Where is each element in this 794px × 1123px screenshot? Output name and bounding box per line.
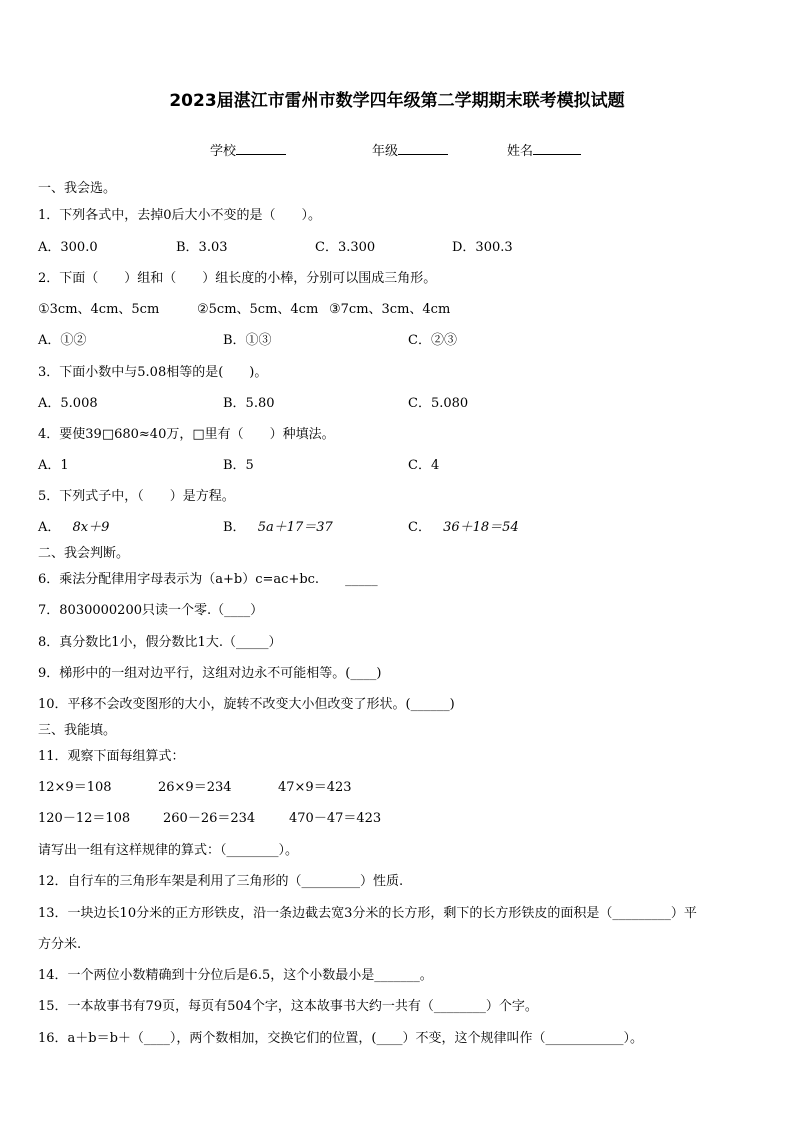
question-8: 8．真分数比1小，假分数比1大.（_____） <box>38 635 282 650</box>
grade-label: 年级 <box>372 144 399 159</box>
section-heading-3: 三、我能填。 <box>38 723 117 738</box>
q11-row2-eq2: 260－26＝234 <box>163 811 256 826</box>
q2-option-c[interactable]: C．②③ <box>408 333 457 348</box>
question-7: 7．8030000200只读一个零.（____） <box>38 603 264 618</box>
q3-option-a[interactable]: A．5.008 <box>38 396 98 411</box>
school-blank[interactable] <box>236 142 286 155</box>
q11-row1-eq3: 47×9＝423 <box>278 780 352 795</box>
q3-option-c[interactable]: C．5.080 <box>408 396 469 411</box>
q2-group-1: ①3cm、4cm、5cm <box>38 302 160 317</box>
q5-option-c[interactable] <box>408 520 519 536</box>
q2-option-a[interactable]: A．①② <box>38 333 87 348</box>
question-6: 6．乘法分配律用字母表示为（a+b）c=ac+bc. _____ <box>38 572 378 587</box>
q4-option-a[interactable]: A．1 <box>38 458 69 473</box>
q5-option-b-expr: 5a＋17＝37 <box>257 520 333 535</box>
question-16: 16．a＋b＝b＋（____），两个数相加，交换它们的位置，(____）不变，这个规律叫作（____________）。 <box>38 1031 644 1046</box>
question-12: 12．自行车的三角形车架是利用了三角形的（_________）性质. <box>38 874 404 889</box>
q4-option-b[interactable]: B．5 <box>223 458 254 473</box>
q1-option-a[interactable]: A．300.0 <box>38 240 98 255</box>
question-4: 4．要使39□680≈40万，□里有（ ）种填法。 <box>38 427 335 442</box>
question-13-cont: 方分米. <box>38 937 82 952</box>
section-heading-2: 二、我会判断。 <box>38 546 130 561</box>
q5-option-b[interactable] <box>223 520 333 536</box>
grade-blank[interactable] <box>398 142 448 155</box>
q11-row1-eq2: 26×9＝234 <box>158 780 232 795</box>
q1-option-b[interactable]: B．3.03 <box>176 240 228 255</box>
q1-option-d[interactable]: D．300.3 <box>452 240 513 255</box>
question-3: 3．下面小数中与5.08相等的是( )。 <box>38 365 268 380</box>
name-field <box>507 140 581 159</box>
question-10: 10．平移不会改变图形的大小，旋转不改变大小但改变了形状。(______) <box>38 697 455 712</box>
q5-option-b-label: B． <box>223 520 246 535</box>
section-heading-1: 一、我会选。 <box>38 181 117 196</box>
q2-group-3: ③7cm、3cm、4cm <box>329 302 451 317</box>
q5-option-c-label: C． <box>408 520 431 535</box>
q5-option-a[interactable] <box>38 520 109 536</box>
q2-option-b[interactable]: B．①③ <box>223 333 272 348</box>
question-11: 11．观察下面每组算式： <box>38 749 185 764</box>
q4-option-c[interactable]: C．4 <box>408 458 440 473</box>
q3-option-b[interactable]: B．5.80 <box>223 396 275 411</box>
q5-option-a-expr: 8x＋9 <box>72 520 110 535</box>
question-15: 15．一本故事书有79页，每页有504个字，这本故事书大约一共有（________）个字。 <box>38 999 538 1014</box>
q5-option-c-expr: 36＋18＝54 <box>443 520 519 535</box>
question-5: 5．下列式子中，（ ）是方程。 <box>38 489 235 504</box>
name-label: 姓名 <box>507 144 534 159</box>
q11-row2-eq3: 470－47＝423 <box>289 811 382 826</box>
question-1: 1．下列各式中，去掉0后大小不变的是（ ）。 <box>38 208 322 223</box>
page-title: 2023届湛江市雷州市数学四年级第二学期期末联考模拟试题 <box>169 91 625 111</box>
school-field <box>210 140 286 159</box>
grade-field <box>372 140 448 159</box>
school-label: 学校 <box>210 144 237 159</box>
question-9: 9．梯形中的一组对边平行，这组对边永不可能相等。(____) <box>38 666 382 681</box>
question-14: 14．一个两位小数精确到十分位后是6.5，这个小数最小是_______。 <box>38 968 433 983</box>
question-13: 13．一块边长10分米的正方形铁皮，沿一条边截去宽3分米的长方形，剩下的长方形铁皮的面积是（_________）平 <box>38 906 697 921</box>
q11-row2-eq1: 120－12＝108 <box>38 811 131 826</box>
q2-group-2: ②5cm、5cm、4cm <box>197 302 319 317</box>
question-2: 2．下面（ ）组和（ ）组长度的小棒，分别可以围成三角形。 <box>38 271 437 286</box>
q11-row1-eq1: 12×9＝108 <box>38 780 112 795</box>
q5-option-a-label: A． <box>38 520 61 535</box>
q1-option-c[interactable]: C．3.300 <box>315 240 376 255</box>
q11-ask: 请写出一组有这样规律的算式：（________）。 <box>38 843 299 858</box>
name-blank[interactable] <box>533 142 581 155</box>
